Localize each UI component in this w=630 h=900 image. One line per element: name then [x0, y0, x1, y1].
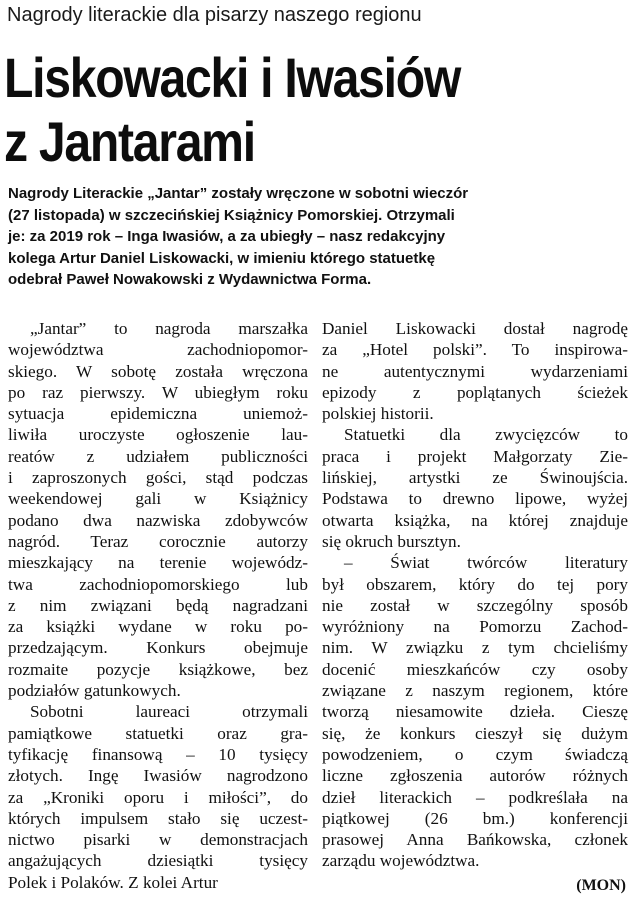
body-line: których impulsem stało się uczest- [8, 808, 308, 828]
body-line: mieszkający na terenie wojewódz- [8, 553, 308, 573]
body-line: praca i projekt Małgorzaty Zie- [322, 446, 628, 466]
body-line: Sobotni laureaci otrzymali [30, 702, 308, 722]
body-line: po raz pierwszy. W ubiegłym roku [8, 382, 308, 402]
body-line: liwiła uroczyste ogłoszenie lau- [8, 425, 308, 445]
body-line: polskiej historii. [322, 404, 434, 424]
body-line: angażujących dziesiątki tysięcy [8, 851, 308, 871]
body-line: tworzą niesamowite dzieła. Cieszę [322, 702, 628, 722]
headline-line: Liskowacki i Iwasiów [4, 46, 460, 109]
body-line: związane z naszym regionem, które [322, 681, 628, 701]
body-column-1 [8, 318, 308, 893]
body-line: nagród. Teraz corocznie autorzy [8, 531, 308, 551]
body-line: zarządu województwa. [322, 851, 480, 871]
body-line: nictwo pisarki w demonstracjach [8, 830, 308, 850]
body-line: się okruch bursztyn. [322, 531, 461, 551]
body-line: epizody z poplątanych ścieżek [322, 382, 628, 402]
author-signature: (MON) [576, 877, 626, 894]
body-line: był obszarem, który do tej pory [322, 574, 628, 594]
body-line: nie został w szczególny sposób [322, 595, 628, 615]
body-line: podano dwa nazwiska zdobywców [8, 510, 308, 530]
kicker: Nagrody literackie dla pisarzy naszego regionu [7, 4, 422, 26]
body-line: Daniel Liskowacki dostał nagrodę [322, 319, 628, 338]
body-column-2 [322, 318, 628, 872]
body-line: piątkowej (26 bm.) konferencji [322, 808, 628, 828]
body-line: otwarta książka, na której znajduje [322, 510, 628, 530]
body-line: lińskiej, artystki ze Świnoujścia. [322, 468, 628, 488]
lead-line: (27 listopada) w szczecińskiej Książnicy Pomorskiej. Otrzymali [8, 206, 455, 224]
body-line: prasowej Anna Bańkowska, członek [322, 830, 628, 850]
body-line: się, że konkurs cieszył się dużym [322, 723, 628, 743]
body-line: dzieł literackich – podkreślała na [322, 787, 628, 807]
body-line: Polek i Polaków. Z kolei Artur [8, 872, 218, 892]
body-line: za „Kroniki oporu i miłości”, do [8, 787, 308, 807]
body-line: „Jantar” to nagroda marszałka [30, 319, 308, 338]
body-line: powodzeniem, o czym świadczą [322, 744, 628, 764]
body-line: przedzającym. Konkurs obejmuje [8, 638, 308, 658]
body-line: Statuetki dla zwycięzców to [344, 425, 628, 445]
headline [4, 46, 537, 174]
lead-paragraph [8, 183, 628, 291]
body-line: tyfikację finansową – 10 tysięcy [8, 744, 308, 764]
body-line: reatów z udziałem publiczności [8, 446, 308, 466]
body-line: pamiątkowe statuetki oraz gra- [8, 723, 308, 743]
body-line: twa zachodniopomorskiego lub [8, 574, 308, 594]
body-line: Podstawa to drewno lipowe, wyżej [322, 489, 628, 509]
body-line: weekendowej gali w Książnicy [8, 489, 308, 509]
lead-line: kolega Artur Daniel Liskowacki, w imieniu którego statuetkę [8, 249, 436, 267]
body-line: z nim związani będą nagradzani [8, 595, 308, 615]
body-line: wyróżniony na Pomorzu Zachod- [322, 617, 628, 637]
body-line: za książki wydane w roku po- [8, 617, 308, 637]
body-line: ne autentycznymi wydarzeniami [322, 361, 628, 381]
body-line: sytuacja epidemiczna uniemoż- [8, 404, 308, 424]
lead-line: je: za 2019 rok – Inga Iwasiów, a za ubiegły – nasz redakcyjny [8, 228, 446, 245]
body-line: złotych. Ingę Iwasiów nagrodzono [8, 766, 308, 786]
body-line: – Świat twórców literatury [344, 553, 628, 573]
body-line: docenić mieszkańców czy osoby [322, 659, 628, 679]
body-line: liczne zgłoszenia autorów różnych [322, 766, 628, 786]
body-line: za „Hotel polski”. To inspirowa- [322, 340, 628, 360]
body-line: podziałów gatunkowych. [8, 681, 181, 701]
lead-line: odebrał Paweł Nowakowski z Wydawnictwa Forma. [8, 271, 372, 288]
body-line: rozmaite pozycje książkowe, bez [8, 659, 308, 679]
body-line: skiego. W sobotę została wręczona [8, 361, 308, 381]
body-line: nim. W związku z tym chcieliśmy [322, 638, 628, 658]
body-line: i zaproszonych gości, stąd podczas [8, 468, 308, 488]
headline-line: z Jantarami [4, 110, 255, 173]
body-line: województwa zachodniopomor- [8, 340, 308, 360]
lead-line: Nagrody Literackie „Jantar” zostały wręczone w sobotni wieczór [8, 185, 469, 202]
